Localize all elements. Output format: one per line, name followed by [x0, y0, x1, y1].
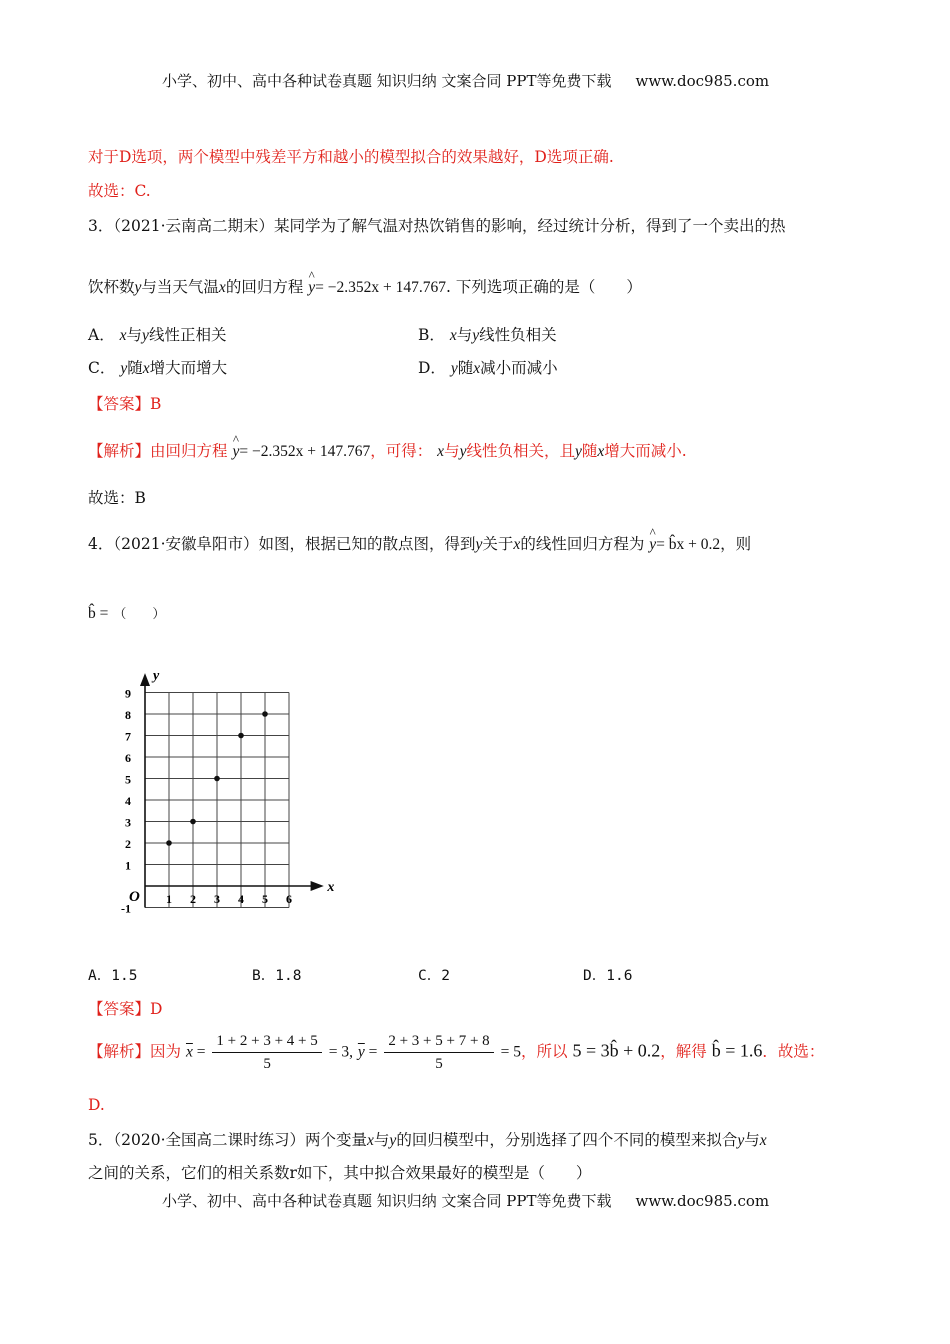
- prev-choose: 故选：C.: [88, 182, 151, 200]
- y-tick-label: 1: [125, 858, 131, 873]
- q4-option-a[interactable]: A．1.5: [88, 968, 138, 984]
- q5-stem-line1: 5．（2020·全国高二课时练习）两个变量x与y的回归模型中，分别选择了四个不同的模型来拟合y与x: [88, 1131, 767, 1149]
- x-tick-label: 3: [214, 892, 220, 906]
- q3-option-c[interactable]: C． y随x增大而增大: [88, 359, 228, 377]
- x-tick-label: 2: [190, 892, 196, 906]
- x-tick-label: 4: [238, 892, 244, 906]
- y-axis-arrow: [140, 673, 150, 686]
- scatter-plot: [112, 668, 342, 918]
- data-point: [262, 711, 268, 717]
- y-axis-label: y: [153, 668, 160, 684]
- q3-stem-line2: 饮杯数y与当天气温x的回归方程 ^ y= −2.352x + 147.767. 下列选项正确的是（ ）: [88, 276, 642, 299]
- q3-stem-line1: 3．（2021·云南高二期末）某同学为了解气温对热饮销售的影响，经过统计分析，得到了一个卖出的热: [88, 217, 786, 235]
- data-point: [238, 733, 244, 739]
- q3-analysis: 【解析】由回归方程 ^ y= −2.352x + 147.767，可得： x与y线性负相关，且y随x增大而减小.: [88, 440, 687, 463]
- y-tick-label: 5: [125, 772, 131, 787]
- q3-equation: ^ y= −2.352x + 147.767: [308, 278, 446, 296]
- q3-choose: 故选：B: [88, 489, 146, 507]
- header-site-link[interactable]: www.doc985.com: [635, 72, 770, 90]
- q4-stem-line2: b̂ = （ ）: [88, 605, 166, 622]
- q4-option-d[interactable]: D．1.6: [583, 968, 633, 984]
- y-tick-label: 9: [125, 686, 131, 701]
- y-tick-label: -1: [121, 901, 131, 916]
- x-tick-label: 1: [166, 892, 172, 906]
- q3-answer: 【答案】B: [88, 395, 162, 413]
- y-tick-label: 6: [125, 751, 131, 765]
- q3-option-a[interactable]: A． x与y线性正相关: [88, 326, 227, 344]
- y-tick-label: 7: [125, 729, 131, 744]
- data-point: [214, 776, 220, 782]
- q3-option-b[interactable]: B． x与y线性负相关: [418, 326, 557, 344]
- data-point: [190, 819, 196, 825]
- q4-analysis-end: D.: [88, 1096, 105, 1114]
- data-point: [166, 840, 172, 846]
- q4-option-c[interactable]: C．2: [418, 968, 450, 984]
- origin-label: O: [129, 889, 140, 905]
- footer-site-link[interactable]: www.doc985.com: [635, 1192, 770, 1210]
- q4-analysis: 【解析】因为 $\overline{x}$ = $\frac{1 + 2 + 3 + 4 + 5}{5}$ = 3, $\overline{y}$ = $\frac{2 + 3 + 5 + 7 + 8}{5}$ = 5，所以 5 = 3b̂ + 0.2，解得 b̂ = 1.6．故选：: [88, 1030, 824, 1075]
- y-tick-label: 8: [125, 708, 131, 722]
- q4-equation: ^ y= b̂x + 0.2: [649, 535, 720, 553]
- x-tick-label: 5: [262, 892, 268, 906]
- page-footer: 小学、初中、高中各种试卷真题 知识归纳 文案合同 PPT等免费下载 www.doc985.com: [162, 1192, 770, 1210]
- y-tick-label: 3: [125, 815, 131, 830]
- prev-solution-line: 对于D选项，两个模型中残差平方和越小的模型拟合的效果越好，D选项正确.: [88, 148, 614, 166]
- q3-option-d[interactable]: D． y随x减小而减小: [418, 359, 558, 377]
- x-axis-arrow: [311, 881, 324, 891]
- q4-option-b[interactable]: B．1.8: [252, 968, 302, 984]
- x-tick-label: 6: [286, 892, 292, 906]
- y-tick-label: 2: [125, 837, 131, 851]
- y-tick-label: 4: [125, 794, 131, 808]
- q4-answer: 【答案】D: [88, 1000, 163, 1018]
- page-header: 小学、初中、高中各种试卷真题 知识归纳 文案合同 PPT等免费下载 www.doc985.com: [162, 72, 770, 90]
- q4-stem-line1: 4．（2021·安徽阜阳市）如图，根据已知的散点图，得到y关于x的线性回归方程为 ^ y= b̂x + 0.2，则: [88, 533, 751, 556]
- x-axis-label: x: [327, 880, 335, 895]
- q5-stem-line2: 之间的关系，它们的相关系数r如下，其中拟合效果最好的模型是（ ）: [88, 1164, 592, 1182]
